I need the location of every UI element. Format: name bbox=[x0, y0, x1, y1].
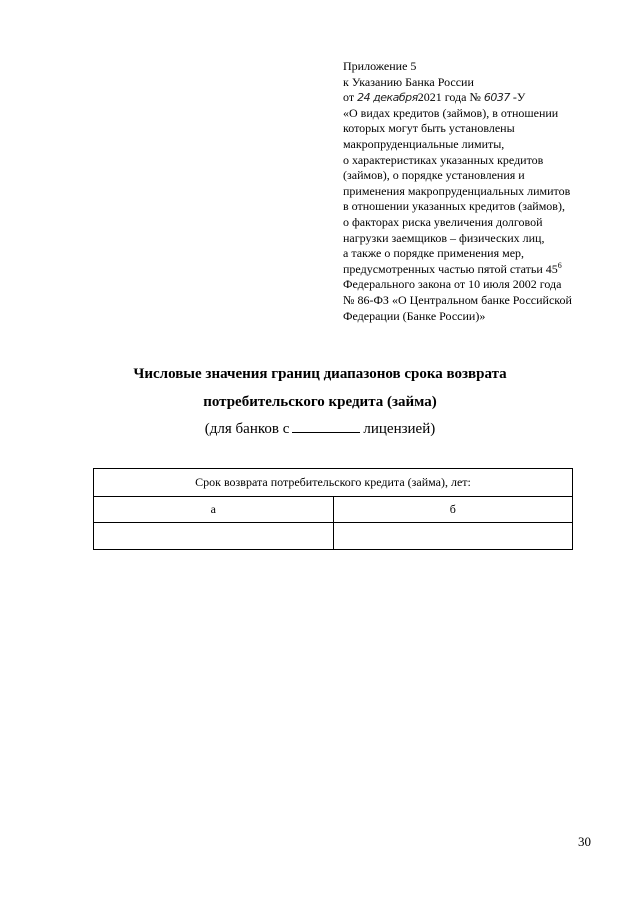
date-year: 2021 года № bbox=[417, 90, 481, 105]
subtitle-prefix: (для банков с bbox=[204, 421, 290, 437]
table-header-cell: Срок возврата потребительского кредита (займа), лет: bbox=[94, 469, 573, 497]
appendix-line: применения макропруденциальных лимитов bbox=[343, 183, 571, 198]
appendix-block bbox=[343, 59, 605, 324]
handwritten-date: 24 декабря bbox=[357, 91, 418, 105]
table-header-row bbox=[94, 469, 573, 497]
handwritten-number: 6037 bbox=[483, 91, 510, 105]
value-cell-b bbox=[333, 523, 573, 550]
appendix-line: Федерального закона от 10 июля 2002 года bbox=[343, 277, 562, 292]
appendix-line: к Указанию Банка России bbox=[343, 74, 474, 89]
date-prefix: от bbox=[343, 90, 355, 105]
page-number: 30 bbox=[578, 834, 591, 849]
appendix-line: в отношении указанных кредитов (займов), bbox=[343, 199, 565, 214]
appendix-date-line bbox=[343, 90, 605, 106]
table-column-labels-row bbox=[94, 497, 573, 523]
appendix-line: о характеристиках указанных кредитов bbox=[343, 152, 544, 167]
article-text: предусмотренных частью пятой статьи 45 bbox=[343, 261, 558, 276]
appendix-line: а также о порядке применения мер, bbox=[343, 246, 525, 261]
document-title-line-2: потребительского кредита (займа) bbox=[203, 394, 437, 410]
article-superscript: 6 bbox=[557, 260, 562, 270]
term-table bbox=[93, 468, 573, 550]
appendix-line: Приложение 5 bbox=[343, 59, 417, 73]
column-label-b: б bbox=[333, 497, 573, 523]
number-suffix: -У bbox=[512, 90, 526, 105]
appendix-line: (займов), о порядке установления и bbox=[343, 168, 525, 183]
appendix-line-article bbox=[343, 262, 605, 278]
appendix-line: макропруденциальные лимиты, bbox=[343, 136, 505, 151]
subtitle-suffix: лицензией) bbox=[363, 421, 436, 437]
license-blank-line bbox=[292, 420, 360, 433]
value-cell-a bbox=[94, 523, 334, 550]
appendix-line: № 86-ФЗ «О Центральном банке Российской bbox=[343, 292, 572, 307]
appendix-line: Федерации (Банке России)» bbox=[343, 308, 486, 323]
appendix-line: нагрузки заемщиков – физических лиц, bbox=[343, 230, 545, 245]
document-title-line-1: Числовые значения границ диапазонов срока возврата bbox=[133, 366, 507, 382]
column-label-a: а bbox=[94, 497, 334, 523]
appendix-line: «О видах кредитов (займов), в отношении bbox=[343, 105, 559, 120]
table-row bbox=[94, 523, 573, 550]
appendix-line: о факторах риска увеличения долговой bbox=[343, 214, 543, 229]
appendix-line: которых могут быть установлены bbox=[343, 121, 515, 136]
document-subtitle bbox=[0, 420, 640, 438]
